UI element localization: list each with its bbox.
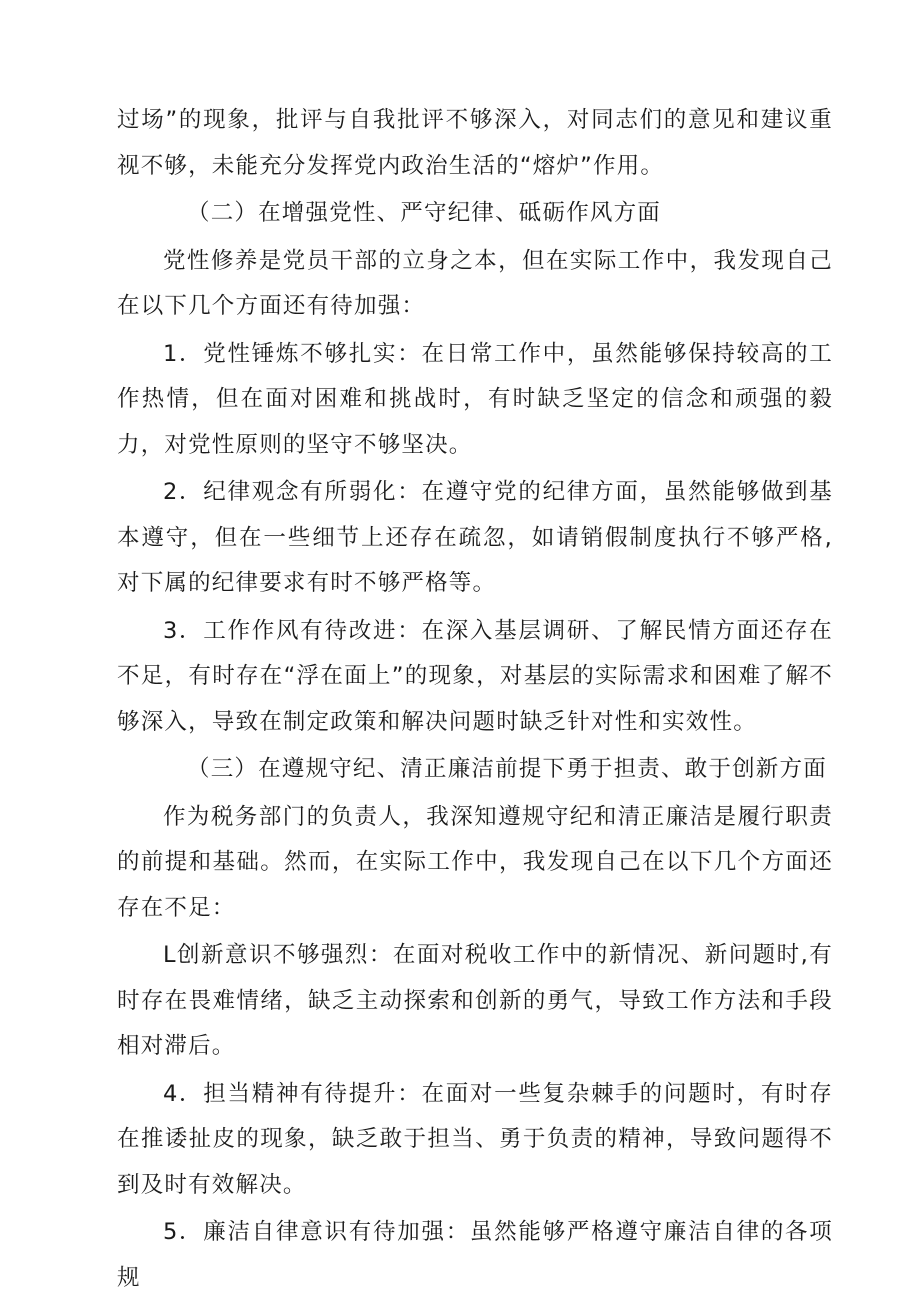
paragraph-item-3: 3．工作作风有待改进：在深入基层调研、了解民情方面还存在不足，有时存在“浮在面上”的现象，对基层的实际需求和困难了解不够深入，导致在制定政策和解决问题时缺乏针对性和实效性。	[117, 617, 833, 735]
paragraph-item-4: 4．担当精神有待提升：在面对一些复杂棘手的问题时，有时存在推诿扯皮的现象，缺乏敢于担当、勇于负责的精神，导致问题得不到及时有效解决。	[117, 1080, 833, 1198]
paragraph-item-2: 2．纪律观念有所弱化：在遵守党的纪律方面，虽然能够做到基本遵守，但在一些细节上还存在疏忽，如请销假制度执行不够严格,对下属的纪律要求有时不够严格等。	[117, 479, 833, 596]
paragraph-item-1: 1．党性锤炼不够扎实：在日常工作中，虽然能够保持较高的工作热情，但在面对困难和挑战时，有时缺乏坚定的信念和顽强的毅力，对党性原则的坚守不够坚决。	[117, 340, 833, 458]
section-heading-3: （三）在遵规守纪、清正廉洁前提下勇于担责、敢于创新方面	[187, 756, 827, 782]
paragraph-party-spirit-intro: 党性修养是党员干部的立身之本，但在实际工作中，我发现自己在以下几个方面还有待加强：	[117, 247, 833, 319]
paragraph-item-innovation: L创新意识不够强烈：在面对税收工作中的新情况、新问题时,有时存在畏难情绪，缺乏主动探索和创新的勇气，导致工作方法和手段相对滞后。	[117, 942, 833, 1059]
paragraph-item-5: 5．廉洁自律意识有待加强：虽然能够严格遵守廉洁自律的各项规	[117, 1219, 833, 1291]
document-body	[117, 98, 833, 1301]
section-heading-2: （二）在增强党性、严守纪律、砥砺作风方面	[187, 200, 662, 226]
paragraph-tax-intro: 作为税务部门的负责人，我深知遵规守纪和清正廉洁是履行职责的前提和基础。然而，在实际工作中，我发现自己在以下几个方面还存在不足：	[117, 803, 833, 921]
paragraph-continuation: 过场”的现象，批评与自我批评不够深入，对同志们的意见和建议重视不够，未能充分发挥党内政治生活的“熔炉”作用。	[117, 107, 833, 179]
